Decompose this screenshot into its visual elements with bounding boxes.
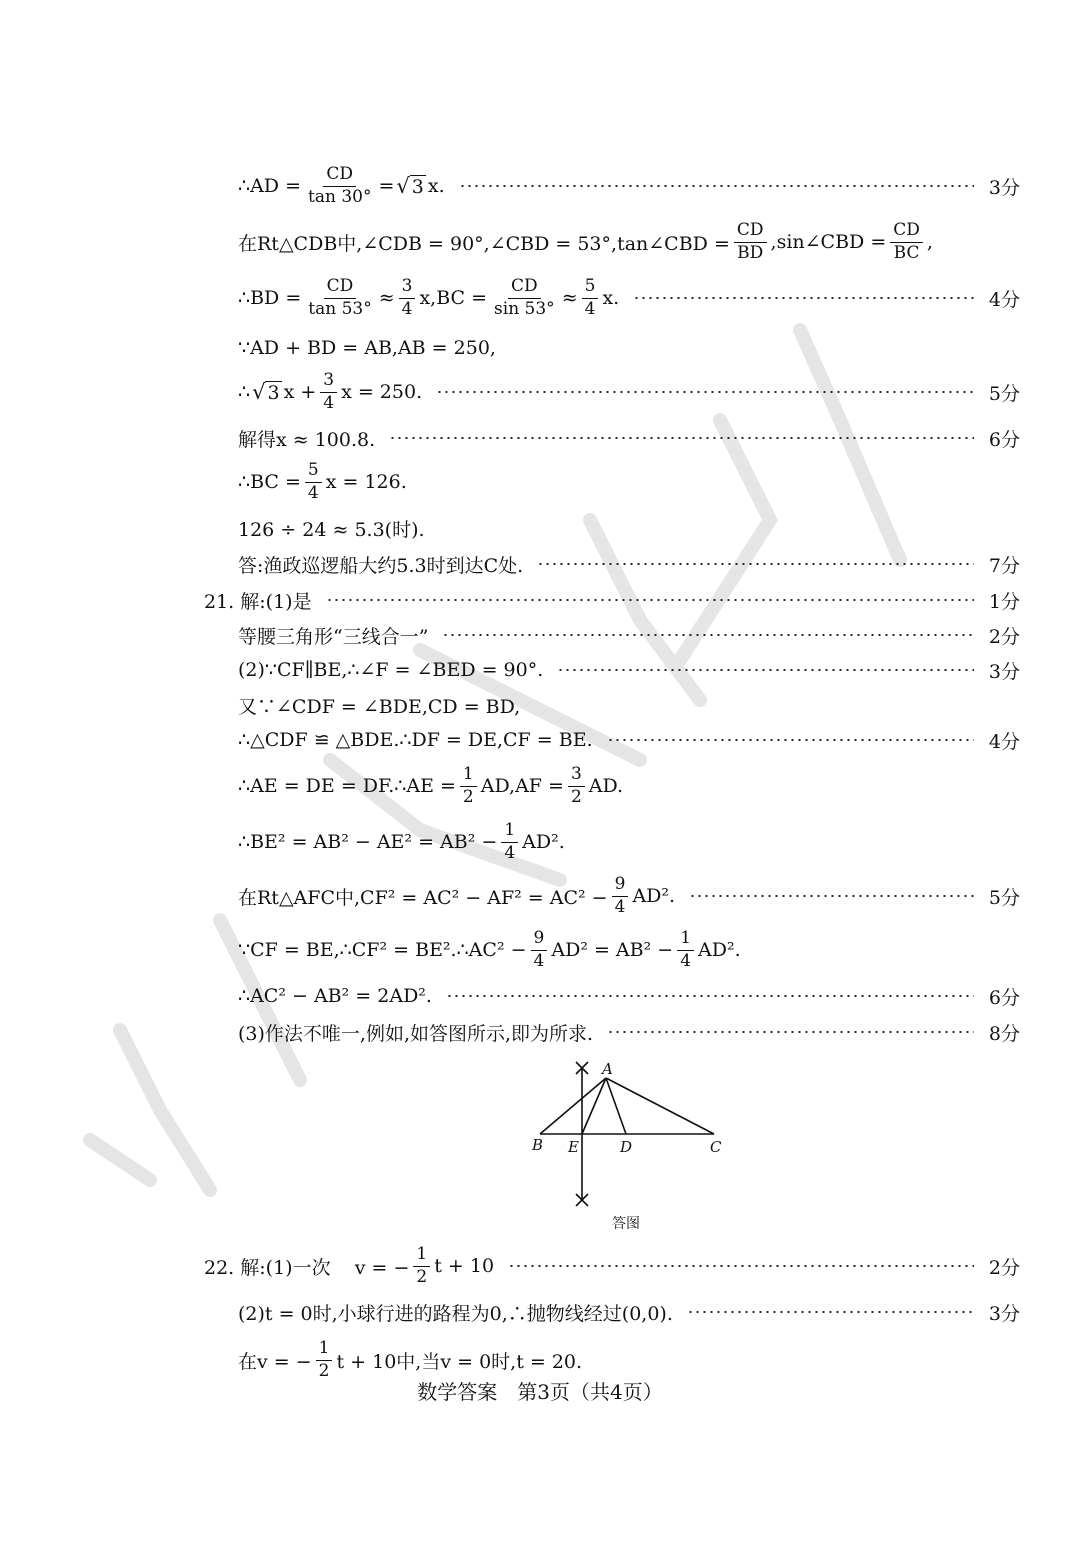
denominator: BD: [737, 242, 764, 263]
math-text: AD,AF =: [480, 775, 564, 797]
answer-line: [238, 163, 1020, 207]
fraction: [612, 873, 629, 917]
numerator: 5: [582, 278, 599, 299]
math-text: 126 ÷ 24 ≈ 5.3(时).: [238, 518, 425, 541]
denominator: 4: [504, 842, 516, 863]
score-label: 1分: [988, 590, 1020, 613]
dot-leader: [442, 634, 974, 636]
math-text: ∴AD =: [238, 175, 302, 197]
math-text: (2)t = 0时,小球行进的路程为0,∴抛物线经过(0,0).: [238, 1302, 673, 1325]
math-text: ∴AE = DE = DF.∴AE =: [238, 775, 456, 797]
math-text: (2)∵CF∥BE,∴∠F = ∠BED = 90°.: [238, 659, 544, 681]
dot-leader: [687, 1311, 974, 1313]
numerator: 5: [305, 462, 322, 483]
sqrt: √ 3: [252, 380, 280, 404]
fraction: [677, 927, 694, 971]
score-label: 6分: [988, 986, 1020, 1009]
denominator: 4: [401, 298, 413, 319]
math-text: ∵AD + BD = AB,AB = 250,: [238, 337, 496, 359]
denominator: 4: [533, 950, 545, 971]
point-label-a: A: [602, 1060, 613, 1078]
math-text: ∴BD =: [238, 287, 302, 309]
fraction: [305, 275, 374, 319]
dot-leader: [459, 185, 974, 187]
score-label: 3分: [988, 1302, 1020, 1325]
radicand: 3: [411, 176, 424, 198]
numerator: 1: [501, 822, 518, 843]
denominator: 2: [462, 786, 474, 807]
point-label-d: D: [620, 1138, 633, 1156]
math-text: ≈: [378, 287, 395, 309]
score-label: 5分: [988, 382, 1020, 405]
sqrt: √ 3: [396, 174, 424, 198]
numerator: 1: [460, 766, 477, 787]
numerator: CD: [890, 222, 923, 243]
denominator: 2: [318, 1360, 330, 1381]
fraction: [305, 163, 374, 207]
point-label-b: B: [532, 1136, 544, 1154]
math-text: 又∵∠CDF = ∠BDE,CD = BD,: [238, 695, 521, 718]
answer-line: [238, 650, 1020, 690]
dot-leader: [557, 669, 974, 671]
answer-line: [238, 1292, 1020, 1332]
score-label: 8分: [988, 1022, 1020, 1045]
score-label: 2分: [988, 625, 1020, 648]
denominator: 4: [680, 950, 692, 971]
math-text: 在Rt△AFC中,CF² = AC² − AF² = AC² −: [238, 886, 608, 909]
answer-line: [238, 873, 1020, 917]
segment-ab: [540, 1078, 606, 1134]
math-text: AD.: [588, 775, 624, 797]
answer-figure: [520, 1058, 740, 1236]
fraction: [413, 1243, 430, 1287]
dot-leader: [537, 563, 974, 565]
answer-line: [204, 1243, 1020, 1287]
answer-line: [238, 544, 1020, 584]
answer-line: [238, 927, 1020, 971]
question-heading: 21. 解:(1)是: [204, 590, 312, 613]
math-text: x.: [602, 287, 620, 309]
point-label-e: E: [568, 1138, 579, 1156]
fraction: [460, 763, 477, 807]
dot-leader: [633, 297, 974, 299]
numerator: 1: [413, 1246, 430, 1267]
answer-line: [238, 615, 1020, 655]
score-label: 6分: [988, 428, 1020, 451]
math-text: ∴AC² − AB² = 2AD².: [238, 985, 432, 1007]
denominator: sin 53°: [494, 298, 555, 319]
denominator: 4: [584, 298, 596, 319]
math-text: AD².: [632, 885, 676, 907]
denominator: 2: [416, 1266, 428, 1287]
fraction: [320, 369, 337, 413]
dot-leader: [689, 895, 974, 897]
denominator: BC: [893, 242, 920, 263]
math-text: 等腰三角形“三线合一”: [238, 625, 429, 648]
dot-leader: [446, 995, 974, 997]
math-text: ,: [926, 231, 933, 253]
score-label: 7分: [988, 554, 1020, 577]
numerator: CD: [323, 166, 356, 187]
fraction: [316, 1337, 333, 1381]
page-footer: 数学答案 第3页（共4页）: [417, 1380, 663, 1404]
answer-line: [238, 685, 1020, 725]
math-text: 答:渔政巡逻船大约5.3时到达C处.: [238, 554, 524, 577]
answer-line: [238, 1012, 1020, 1052]
score-label: 3分: [988, 176, 1020, 199]
denominator: tan 30°: [308, 186, 372, 207]
dot-leader: [326, 599, 974, 601]
math-text: 解得x ≈ 100.8.: [238, 428, 376, 451]
fraction: [501, 819, 518, 863]
radicand: 3: [267, 382, 280, 404]
answer-line: [238, 275, 1020, 319]
dot-leader: [607, 739, 974, 741]
numerator: 9: [531, 930, 548, 951]
fraction: [890, 219, 923, 263]
score-label: 2分: [988, 1256, 1020, 1279]
math-text: ∴BE² = AB² − AE² = AB² −: [238, 831, 498, 853]
numerator: CD: [508, 278, 541, 299]
answer-line: [238, 369, 1020, 413]
dot-leader: [436, 391, 974, 393]
math-text: AD² = AB² −: [551, 939, 674, 961]
answer-line: [238, 1337, 1020, 1381]
math-text: AD².: [522, 831, 565, 853]
math-text: t + 10: [434, 1255, 495, 1277]
answer-line: [238, 763, 1020, 807]
denominator: 4: [323, 392, 335, 413]
math-text: ∴△CDF ≌ △BDE.∴DF = DE,CF = BE.: [238, 729, 593, 751]
numerator: 1: [316, 1340, 333, 1361]
fraction: [305, 459, 322, 503]
dot-leader: [389, 437, 974, 439]
math-text: 在v = −: [238, 1350, 312, 1373]
score-label: 3分: [988, 660, 1020, 683]
math-text: x,BC =: [419, 287, 488, 309]
score-label: 4分: [988, 288, 1020, 311]
fraction: [491, 275, 558, 319]
fraction: [531, 927, 548, 971]
denominator: 4: [307, 482, 319, 503]
math-text: AD².: [698, 939, 741, 961]
denominator: tan 53°: [308, 298, 372, 319]
fraction: [399, 275, 416, 319]
denominator: 2: [570, 786, 582, 807]
fraction: [568, 763, 585, 807]
numerator: 3: [399, 278, 416, 299]
answer-line: [238, 819, 1020, 863]
answer-line: [238, 976, 1020, 1016]
math-text: x = 250.: [341, 381, 423, 403]
numerator: CD: [324, 278, 357, 299]
answer-line: [238, 508, 1020, 548]
answer-line: [238, 720, 1020, 760]
point-label-c: C: [710, 1138, 722, 1156]
math-text: =: [378, 175, 395, 197]
numerator: 3: [568, 766, 585, 787]
math-text: ∴: [238, 381, 251, 403]
segment-ae: [582, 1078, 606, 1134]
math-text: (3)作法不唯一,例如,如答图所示,即为所求.: [238, 1022, 594, 1045]
numerator: 9: [612, 876, 629, 897]
answer-line: [238, 328, 1020, 368]
score-label: 5分: [988, 886, 1020, 909]
fraction: [582, 275, 599, 319]
answer-line: [204, 580, 1020, 620]
dot-leader: [508, 1265, 974, 1267]
score-label: 4分: [988, 730, 1020, 753]
answer-line: [238, 459, 1020, 503]
numerator: 1: [677, 930, 694, 951]
denominator: 4: [614, 896, 626, 917]
dot-leader: [607, 1031, 974, 1033]
fraction: [734, 219, 767, 263]
math-text: ,sin∠CBD =: [770, 231, 887, 253]
math-text: 在Rt△CDB中,∠CDB = 90°,∠CBD = 53°,tan∠CBD =: [238, 232, 730, 255]
numerator: 3: [320, 372, 337, 393]
math-text: x.: [427, 175, 445, 197]
math-text: ∵CF = BE,∴CF² = BE².∴AC² −: [238, 939, 527, 961]
figure-caption: 答图: [612, 1216, 640, 1232]
math-text: ∴BC =: [238, 471, 301, 493]
question-heading: 22. 解:(1)一次 v = −: [204, 1256, 410, 1279]
math-text: x +: [283, 381, 317, 403]
math-text: x = 126.: [325, 471, 407, 493]
answer-line: [238, 418, 1020, 458]
answer-line: [238, 219, 1020, 263]
numerator: CD: [734, 222, 767, 243]
math-text: t + 10中,当v = 0时,t = 20.: [336, 1350, 583, 1373]
math-text: ≈: [561, 287, 578, 309]
